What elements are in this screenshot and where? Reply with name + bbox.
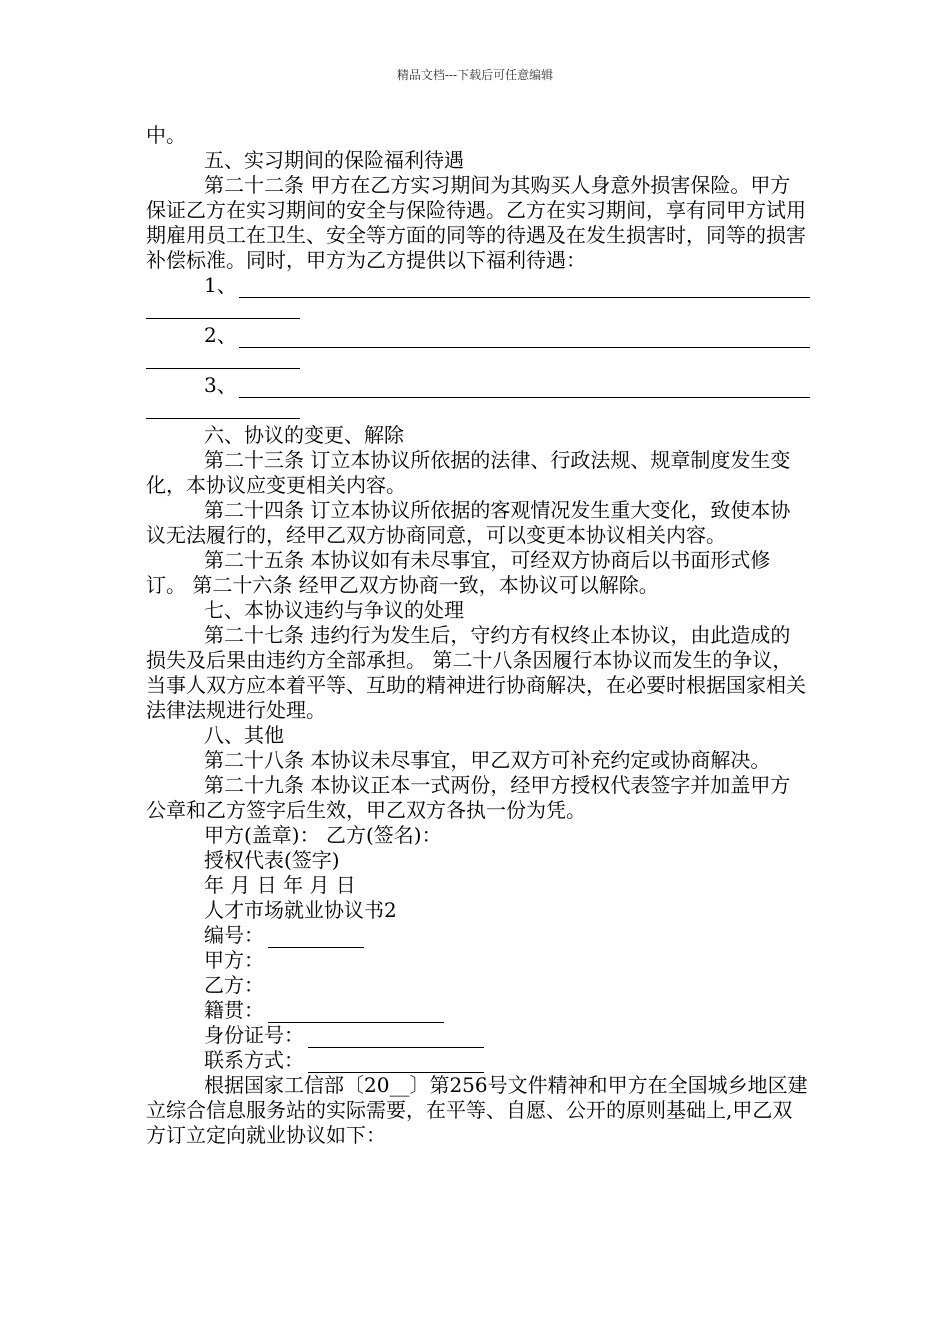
underline-blank	[239, 279, 810, 298]
document-title: 人才市场就业协议书2	[204, 898, 397, 922]
representative-line: 授权代表(签字)	[204, 848, 340, 872]
field-label: 身份证号：	[204, 1023, 304, 1047]
underline-blank	[268, 927, 364, 948]
date-line: 年 月 日 年 月 日	[204, 873, 356, 897]
blank-item-2	[204, 323, 810, 348]
underline-blank	[146, 368, 300, 369]
underline-blank	[146, 418, 300, 419]
article-29: 第二十九条 本协议正本一式两份，经甲方授权代表签字并加盖甲方公章和乙方签字后生效，甲乙双方各执一份为凭。	[146, 773, 791, 822]
field-origin	[204, 998, 810, 1023]
blank-item-number: 1、	[204, 273, 237, 297]
section-heading: 七、本协议违约与争议的处理	[204, 598, 464, 622]
underline-blank	[268, 1002, 444, 1023]
blank-item-3	[204, 373, 810, 398]
section-heading: 六、协议的变更、解除	[204, 423, 404, 447]
article-22: 第二十二条 甲方在乙方实习期间为其购买人身意外损害保险。甲方保证乙方在实习期间的安全与保险待遇。乙方在实习期间，享有同甲方试用期雇用员工在卫生、安全等方面的同等的待遇及在发生损害时，同等的损害补偿标准。同时，甲方为乙方提供以下福利待遇：	[146, 173, 806, 272]
field-label: 联系方式：	[204, 1048, 304, 1072]
blank-continuation	[146, 398, 810, 423]
section-heading: 八、其他	[204, 723, 284, 747]
text-line: 中。	[146, 123, 186, 147]
blank-item-1	[204, 273, 810, 298]
field-number	[204, 923, 810, 948]
field-id-number	[204, 1023, 810, 1048]
blank-continuation	[146, 298, 810, 323]
field-label: 编号：	[204, 923, 264, 947]
article-25: 第二十五条 本协议如有未尽事宜，可经双方协商后以书面形式修订。 第二十六条 经甲乙双方协商一致，本协议可以解除。	[146, 548, 771, 597]
field-party-b	[204, 973, 810, 998]
article-28: 第二十八条 本协议未尽事宜，甲乙双方可补充约定或协商解决。	[204, 748, 771, 772]
underline-blank	[146, 318, 300, 319]
section-heading: 五、实习期间的保险福利待遇	[204, 148, 464, 172]
closing-paragraph: 根据国家工信部〔20__〕第256号文件精神和甲方在全国城乡地区建立综合信息服务站的实际需要，在平等、自愿、公开的原则基础上,甲乙双方订立定向就业协议如下：	[146, 1073, 808, 1147]
underline-blank	[308, 1027, 484, 1048]
article-27: 第二十七条 违约行为发生后，守约方有权终止本协议，由此造成的损失及后果由违约方全部承担。 第二十八条因履行本协议而发生的争议，当事人双方应本着平等、互助的精神进行协商解决，在必要时根据国家相关法律法规进行处理。	[146, 623, 806, 722]
field-contact	[204, 1048, 810, 1073]
article-24: 第二十四条 订立本协议所依据的客观情况发生重大变化，致使本协议无法履行的，经甲乙双方协商同意，可以变更本协议相关内容。	[146, 498, 791, 547]
signature-line: 甲方(盖章)： 乙方(签名)：	[204, 823, 442, 847]
blank-item-number: 2、	[204, 323, 237, 347]
article-23: 第二十三条 订立本协议所依据的法律、行政法规、规章制度发生变化，本协议应变更相关内容。	[146, 448, 791, 497]
underline-blank	[308, 1052, 484, 1073]
blank-item-number: 3、	[204, 373, 237, 397]
blank-continuation	[146, 348, 810, 373]
underline-blank	[239, 329, 810, 348]
field-label: 甲方：	[204, 948, 264, 972]
field-party-a	[204, 948, 810, 973]
field-label: 乙方：	[204, 973, 264, 997]
underline-blank	[239, 379, 810, 398]
page-header: 精品文档---下载后可任意编辑	[396, 68, 554, 82]
field-label: 籍贯：	[204, 998, 264, 1022]
document-body	[146, 123, 810, 1148]
